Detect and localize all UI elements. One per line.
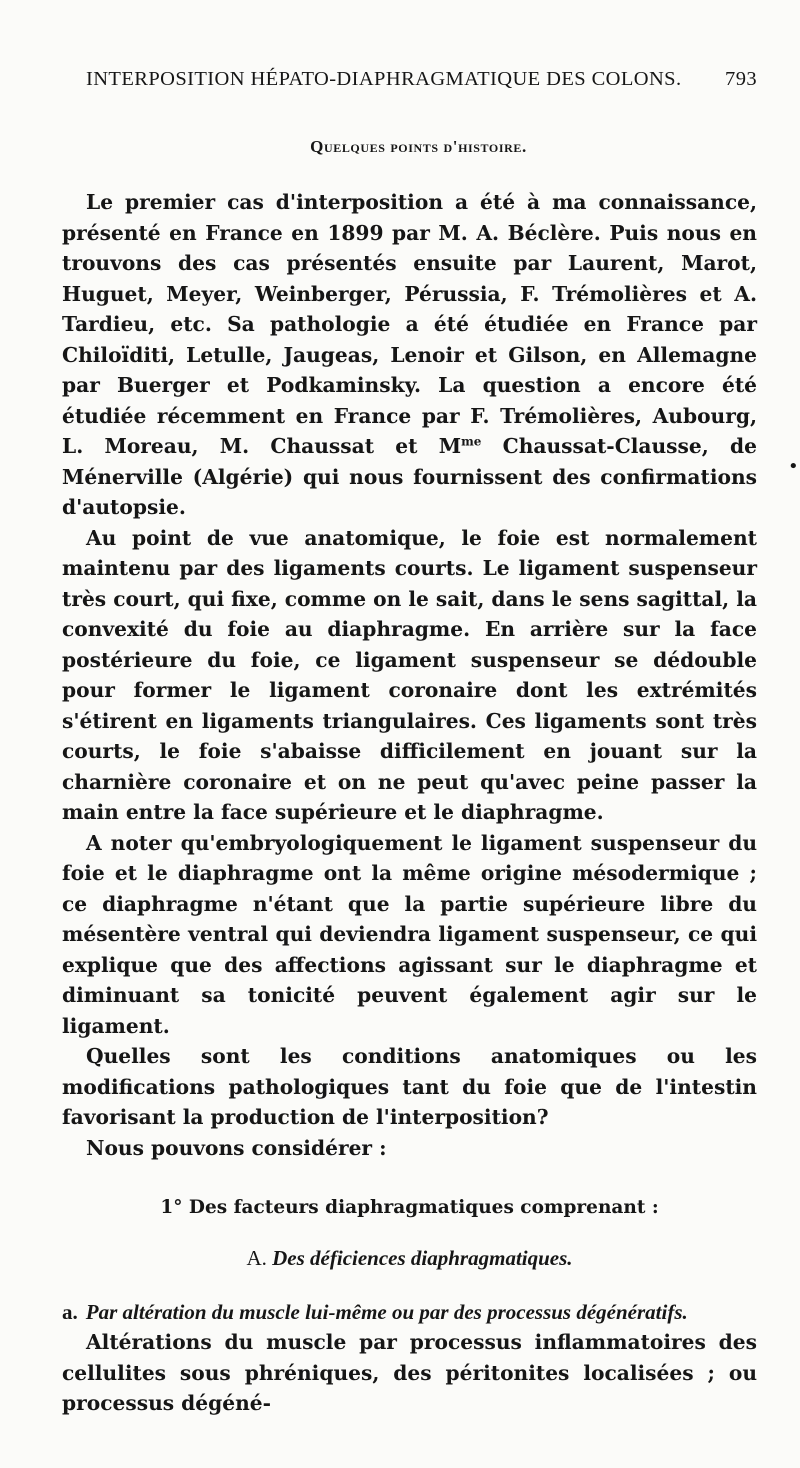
book-page xyxy=(62,68,757,1419)
running-head xyxy=(62,68,757,91)
heading-deficiencies-text: Des déficiences diaphragmatiques. xyxy=(272,1246,573,1270)
heading-alteration-text: Par altération du muscle lui-même ou par des processus dégénératifs. xyxy=(85,1300,688,1324)
paragraph-embryology: A noter qu'embryologiquement le ligament suspenseur du foie et le diaphragme ont la même origine mésodermique ; ce diaphragme n'étant que la partie supérieure libre du mésentère ventral qui deviendra ligament suspenseur, ce qui explique que des affections agissant sur le diaphragme et diminuant sa tonicité peuvent également agir sur le ligament. xyxy=(62,830,757,1038)
page-number: 793 xyxy=(725,68,757,90)
paragraph-consider: Nous pouvons considérer : xyxy=(86,1135,387,1160)
section-title: Quelques points d'histoire. xyxy=(310,137,527,156)
running-title: INTERPOSITION HÉPATO-DIAPHRAGMATIQUE DES COLONS. xyxy=(86,68,682,90)
paragraph-history-end: Chaussat-Clausse, de Ménerville (Algérie) qui nous fournissent des confirmations d'autopsie. xyxy=(62,434,757,519)
paragraph-alterations: Altérations du muscle par processus inflammatoires des cellulites sous phréniques, des péritonites localisées ; ou processus dégéné- xyxy=(62,1330,757,1415)
paragraph-question: Quelles sont les conditions anatomiques ou les modifications pathologiques tant du foie que de l'intestin favorisant la production de l'interposition? xyxy=(62,1044,757,1129)
heading-deficiencies-prefix: A. xyxy=(246,1246,267,1270)
heading-alteration xyxy=(62,1297,757,1327)
heading-deficiencies xyxy=(62,1246,757,1271)
heading-diaphragmatic-factors: 1° Des facteurs diaphragmatiques comprenant : xyxy=(160,1197,659,1218)
paragraph-history xyxy=(62,187,757,523)
paragraph-history-text: Le premier cas d'interposition a été à ma connaissance, présenté en France en 1899 par M. A. Béclère. Puis nous en trouvons des cas présentés ensuite par Laurent, Marot, Huguet, Meyer, Weinberger, Pérussia, F. Trémolières et A. Tardieu, etc. Sa pathologie a été étudiée en France par Chiloïditi, Letulle, Jaugeas, Lenoir et Gilson, en Allemagne par Buerger et Podkaminsky. La question a encore été étudiée récemment en France par F. Trémolières, Aubourg, L. Moreau, M. Chaussat et M xyxy=(62,190,757,458)
margin-mark: • xyxy=(788,456,799,477)
superscript-me: me xyxy=(461,434,482,449)
heading-alteration-label: a. xyxy=(62,1300,78,1324)
paragraph-anatomy: Au point de vue anatomique, le foie est normalement maintenu par des ligaments courts. Le ligament suspenseur très court, qui fixe, comme on le sait, dans le sens sagittal, la convexité du foie au diaphragme. En arrière sur la face postérieure du foie, ce ligament suspenseur se dédouble pour former le ligament coronaire dont les extrémités s'étirent en ligaments triangulaires. Ces ligaments sont très courts, le foie s'abaisse difficilement en jouant sur la charnière coronaire et on ne peut qu'avec peine passer la main entre la face supérieure et le diaphragme. xyxy=(62,525,757,824)
